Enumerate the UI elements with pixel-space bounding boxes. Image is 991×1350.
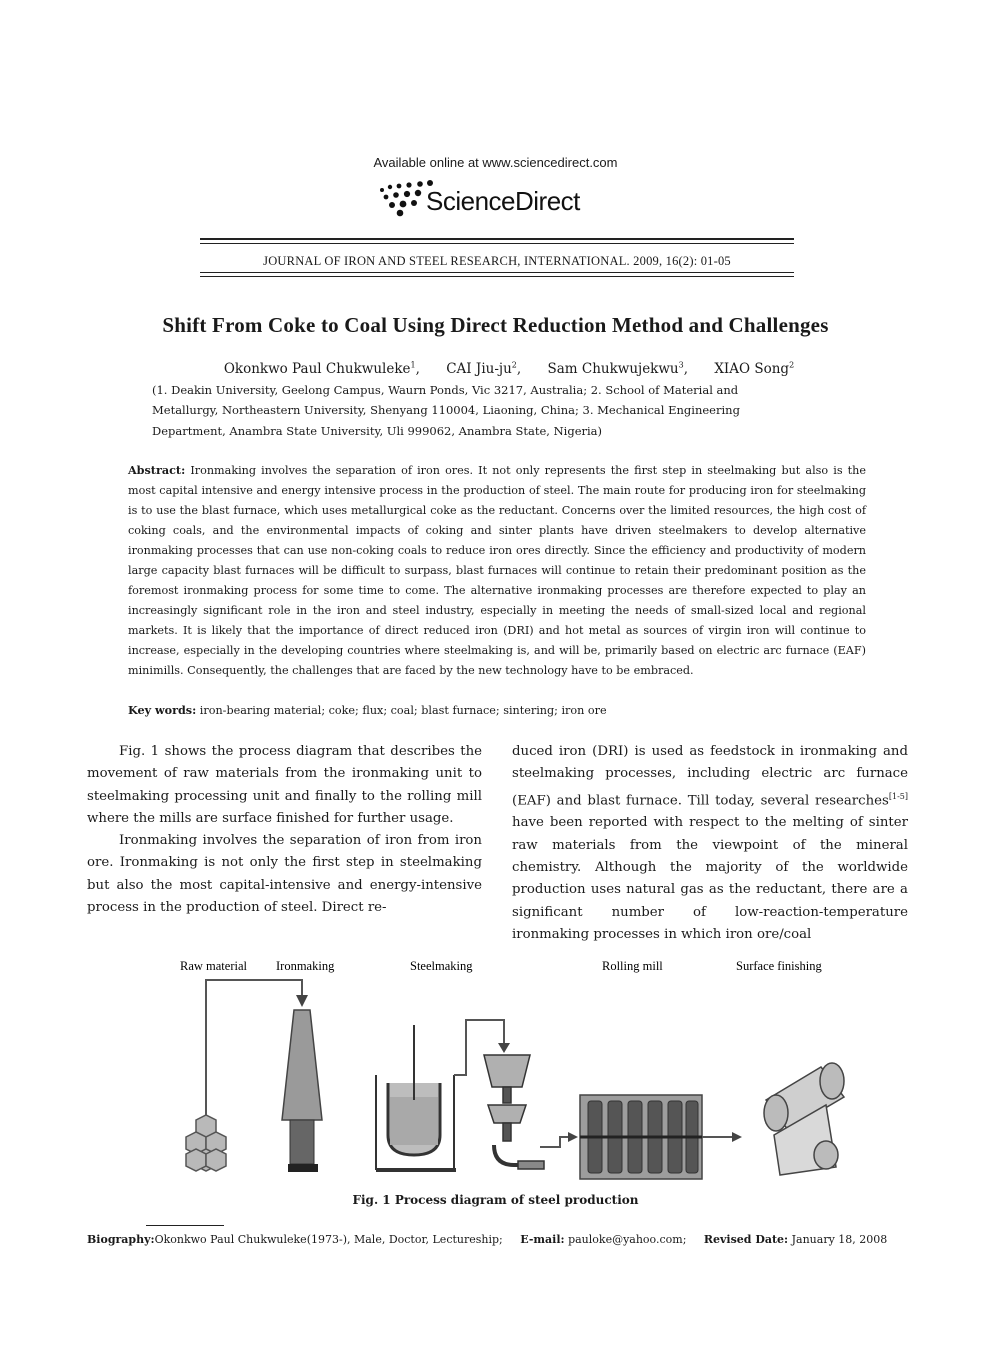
arrow-icon [732,1132,742,1142]
author-list [170,360,870,377]
blast-furnace-icon [282,1010,322,1172]
author: Sam Chukwujekwu$^3$, [547,360,689,377]
keywords-label: Key words: [128,703,197,717]
author: Okonkwo Paul Chukwuleke$^1$, [223,360,420,377]
paragraph: Ironmaking involves the separation of iron from iron ore. Ironmaking is not only the first step in steelmaking but also the most capital-intensive and energy-intensive process in the production of steel. Direct re- [87,833,482,916]
email-label: E-mail: [520,1233,565,1246]
email-text: pauloke@yahoo.com; [568,1233,687,1246]
affiliation-line: (1. Deakin University, Geelong Campus, Waurn Ponds, Vic 3217, Australia; 2. School of Material and [152,383,739,397]
biography-label: Biography: [87,1233,155,1246]
converter-icon [376,1025,456,1172]
biography-text: Okonkwo Paul Chukwuleke(1973-), Male, Doctor, Lectureship; [154,1233,503,1246]
figure-label: Steelmaking [410,959,473,973]
paragraph: Fig. 1 shows the process diagram that describes the movement of raw materials from the ironmaking unit to steelmaking processing unit and finally to the rolling mill where the mills are surface finished for further usage. [87,744,482,826]
header-rule-bottom-thin [200,276,794,277]
header-rule-top [200,238,794,240]
figure-label: Raw material [180,959,247,973]
abstract [128,460,866,681]
arrow-icon [568,1132,578,1142]
journal-line: JOURNAL OF IRON AND STEEL RESEARCH, INTERNATIONAL. 2009, 16(2): 01-05 [263,254,731,268]
figure-label: Ironmaking [276,959,335,973]
header-rule-top-thin [200,243,794,244]
abstract-label: Abstract: [128,463,186,477]
figure-label: Surface finishing [736,959,822,973]
author: CAI Jiu-$ju^2$, [446,360,522,377]
body-column-right [512,741,908,946]
keywords-text: iron-bearing material; coke; flux; coal; blast furnace; sintering; iron ore [199,704,607,717]
footnote [87,1233,917,1246]
revised-label: Revised Date: [703,1233,789,1246]
paper-title: Shift From Coke to Coal Using Direct Reduction Method and Challenges [162,313,829,337]
steel-coil-icon [764,1063,844,1175]
citation-ref: [1-5] [888,791,908,801]
process-diagram [176,955,866,1183]
transfer-line [540,1137,568,1147]
raw-material-icon [186,1115,226,1171]
arrow-icon [296,995,308,1007]
available-online-text: Available online at www.sciencedirect.com [373,155,618,170]
affiliation-line: Metallurgy, Northeastern University, Shenyang 110004, Liaoning, China; 3. Mechanical Engineering [152,403,740,417]
revised-date: January 18, 2008 [791,1233,888,1246]
affiliation-line: Department, Anambra State University, Uli 999062, Anambra State, Nigeria) [152,424,603,438]
footnote-rule [146,1225,224,1226]
keywords [128,703,866,717]
paragraph: duced iron (DRI) is used as feedstock in ironmaking and steelmaking processes, including electric arc furnace (EAF) and blast furnace. Till today, several researches[1-5] have been reported with respect to the melting of sinter raw materials from the viewpoint of the mineral chemistry. Although the majority of the worldwide production uses natural gas as the reductant, there are a significant number of low-reaction-temperature ironmaking processes in which iron ore/coal [512,744,908,942]
author: XIAO Song$^2$ [714,360,795,377]
abstract-text: Ironmaking involves the separation of iron ores. It not only represents the first step in steelmaking but also is the most capital intensive and energy intensive process in the production of steel. The main route for producing iron for steelmaking is to use the blast furnace, which uses metallurgical coke as the reductant. Concerns over the limited resources, the high cost of coking coals, and the environmental impacts of coking and sinter plants have driven steelmakers to develop alternative ironmaking processes that can use non-coking coals to reduce iron ores directly. Since the efficiency and productivity of modern large capacity blast furnaces will be difficult to surpass, blast furnaces will continue to retain their predominant position as the foremost ironmaking process for some time to come. The alternative ironmaking processes are therefore expected to play an increasingly significant role in the iron and steel industry, especially in meeting the needs of small-sized local and regional markets. It is likely that the importance of direct reduced iron (DRI) and hot metal as sources of virgin iron will continue to increase, especially in the developing countries where steelmaking is, and will be, primarily based on electric arc furnace (EAF) minimills. Consequently, the challenges that are faced by the new technology have to be embraced. [128,464,866,677]
rolling-mill-icon [580,1095,702,1179]
header-rule-bottom [200,272,794,273]
figure-label: Rolling mill [602,959,663,973]
arrow-icon [498,1043,510,1053]
figure-caption: Fig. 1 Process diagram of steel production [352,1193,639,1207]
ladle-icon [484,1055,544,1169]
body-column-left [87,741,482,919]
sciencedirect-logo-text: ScienceDirect [426,186,580,216]
